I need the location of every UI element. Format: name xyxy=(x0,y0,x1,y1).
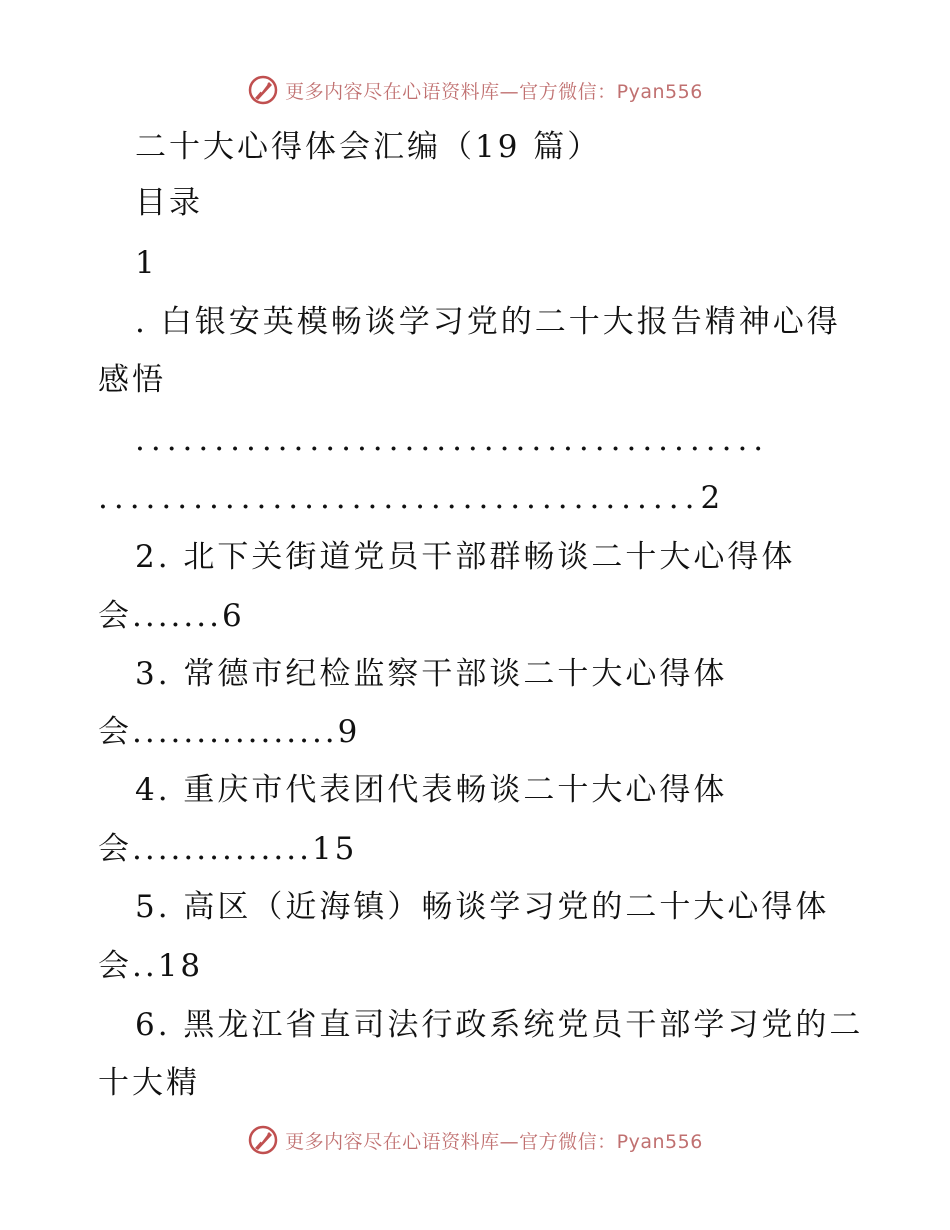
toc-entry-5-page: 会..18 xyxy=(98,948,204,984)
toc-entry-5-title: 5. 高区（近海镇）畅谈学习党的二十大心得体 xyxy=(135,889,830,925)
footer-watermark xyxy=(0,1120,950,1160)
toc-entry-3-title: 3. 常德市纪检监察干部谈二十大心得体 xyxy=(135,656,728,692)
toc-entry-2-title: 2. 北下关街道党员干部群畅谈二十大心得体 xyxy=(135,539,796,575)
document-title: 二十大心得体会汇编（19 篇） xyxy=(135,129,602,165)
toc-entry-1-title-cont: 感悟 xyxy=(98,362,166,398)
header-watermark xyxy=(0,70,950,110)
toc-line: 1 xyxy=(135,245,158,281)
toc-entry-1-leader-page: ......................................2 xyxy=(98,480,727,516)
toc-entry-6-title-cont: 十大精 xyxy=(98,1065,200,1101)
toc-entry-1-title: . 白银安英模畅谈学习党的二十大报告精神心得 xyxy=(135,304,841,340)
toc-entry-3-page: 会................9 xyxy=(98,714,361,750)
toc-entry-2-page: 会.......6 xyxy=(98,598,245,634)
quill-pen-logo-icon xyxy=(247,74,279,106)
toc-entry-1-leader: ........................................ xyxy=(135,422,770,458)
toc-entry-4-title: 4. 重庆市代表团代表畅谈二十大心得体 xyxy=(135,772,728,808)
toc-entry-6-title: 6. 黑龙江省直司法行政系统党员干部学习党的二 xyxy=(135,1007,864,1043)
watermark-text: 更多内容尽在心语资料库—官方微信：Pyan556 xyxy=(285,1130,703,1153)
toc-heading: 目录 xyxy=(135,185,203,221)
toc-entry-4-page: 会..............15 xyxy=(98,831,358,867)
watermark-text: 更多内容尽在心语资料库—官方微信：Pyan556 xyxy=(285,80,703,103)
quill-pen-logo-icon xyxy=(247,1124,279,1156)
